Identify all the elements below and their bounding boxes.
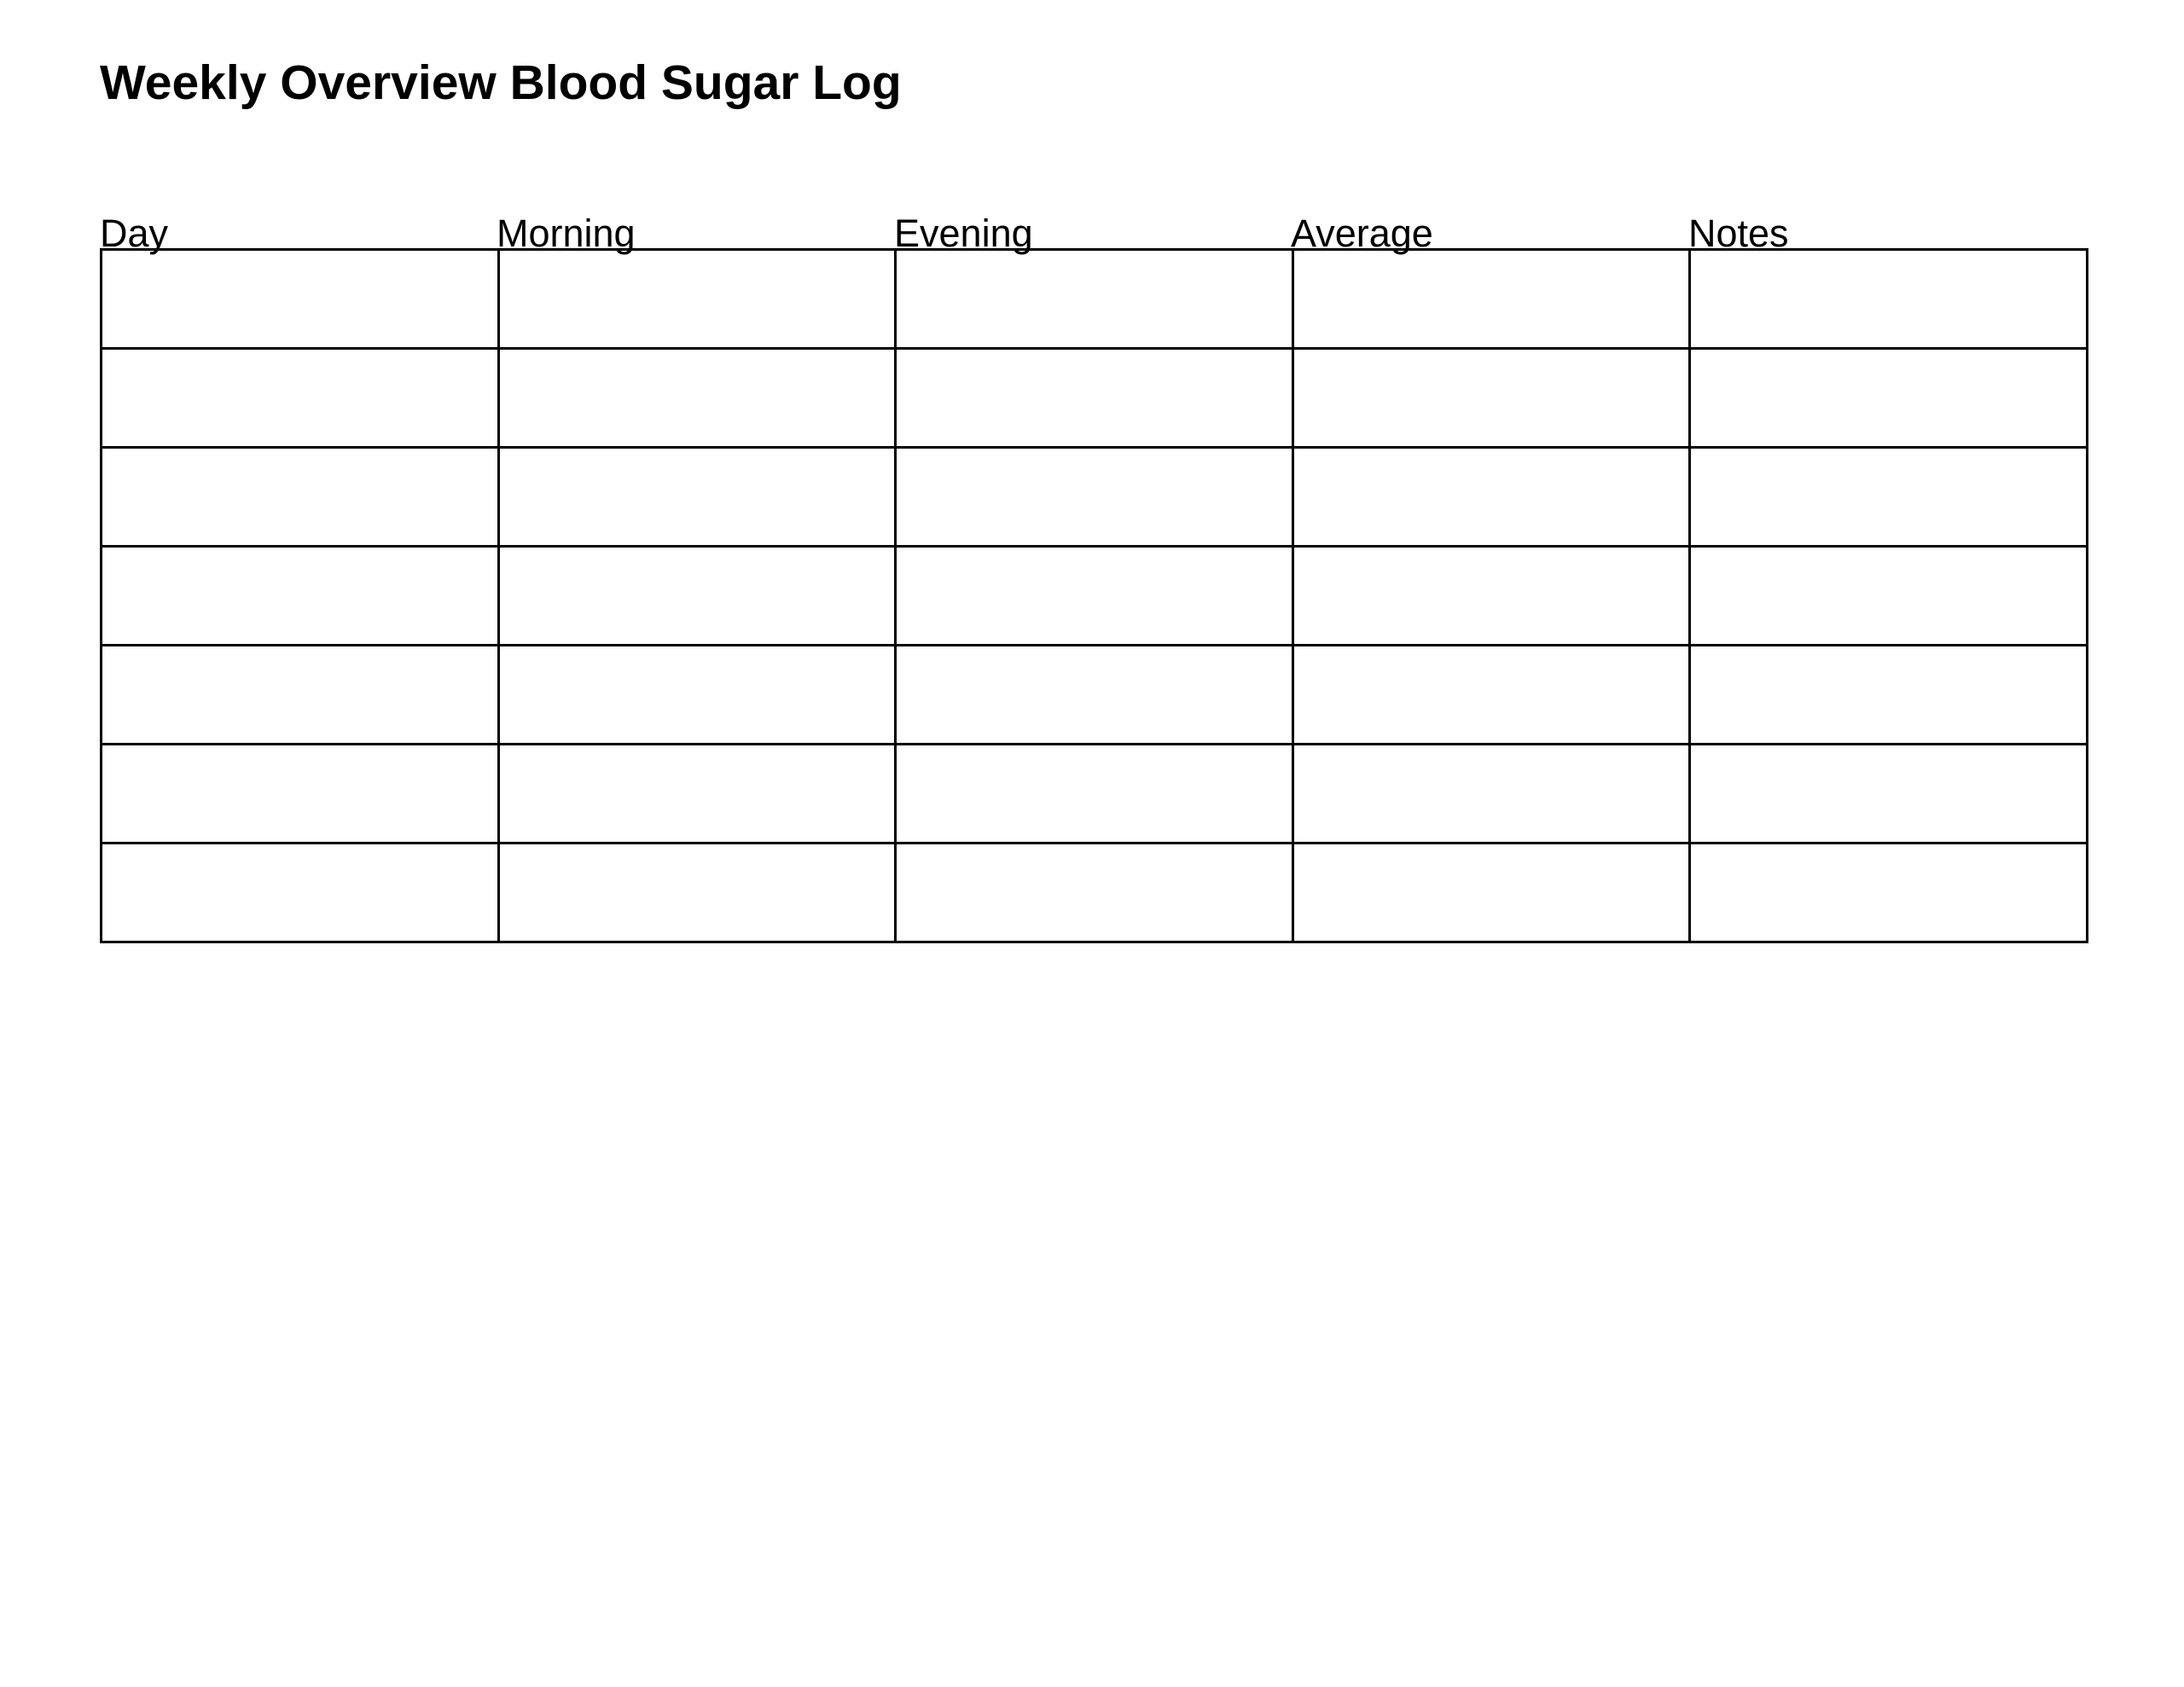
- table-row: [102, 547, 2088, 646]
- table-cell-evening[interactable]: [896, 349, 1293, 448]
- page-title: Weekly Overview Blood Sugar Log: [100, 55, 902, 110]
- table-cell-notes[interactable]: [1690, 250, 2088, 349]
- table-cell-notes[interactable]: [1690, 646, 2088, 745]
- column-header-average: Average: [1291, 212, 1433, 255]
- table-cell-morning[interactable]: [498, 448, 896, 547]
- table-cell-day[interactable]: [102, 745, 499, 844]
- table-cell-morning[interactable]: [498, 745, 896, 844]
- table-cell-notes[interactable]: [1690, 448, 2088, 547]
- table-cell-evening[interactable]: [896, 646, 1293, 745]
- table-cell-day[interactable]: [102, 547, 499, 646]
- column-header-morning: Morning: [497, 212, 636, 255]
- table-cell-day[interactable]: [102, 349, 499, 448]
- table-cell-day[interactable]: [102, 448, 499, 547]
- table-row: [102, 646, 2088, 745]
- table-cell-day[interactable]: [102, 646, 499, 745]
- table-row: [102, 349, 2088, 448]
- table-row: [102, 448, 2088, 547]
- table-cell-morning[interactable]: [498, 349, 896, 448]
- table-row: [102, 844, 2088, 942]
- table-cell-average[interactable]: [1292, 448, 1690, 547]
- table-cell-average[interactable]: [1292, 547, 1690, 646]
- table-cell-evening[interactable]: [896, 250, 1293, 349]
- column-header-day: Day: [100, 212, 169, 255]
- table-cell-notes[interactable]: [1690, 844, 2088, 942]
- table-cell-average[interactable]: [1292, 844, 1690, 942]
- table-cell-average[interactable]: [1292, 250, 1690, 349]
- table-cell-morning[interactable]: [498, 250, 896, 349]
- table-cell-morning[interactable]: [498, 646, 896, 745]
- column-header-notes: Notes: [1688, 212, 1789, 255]
- table-cell-morning[interactable]: [498, 547, 896, 646]
- table-cell-evening[interactable]: [896, 547, 1293, 646]
- table-cell-notes[interactable]: [1690, 745, 2088, 844]
- table-cell-notes[interactable]: [1690, 349, 2088, 448]
- table-row: [102, 745, 2088, 844]
- table-cell-evening[interactable]: [896, 844, 1293, 942]
- table-cell-evening[interactable]: [896, 745, 1293, 844]
- table-cell-morning[interactable]: [498, 844, 896, 942]
- column-header-evening: Evening: [894, 212, 1033, 255]
- table-row: [102, 250, 2088, 349]
- table-cell-day[interactable]: [102, 844, 499, 942]
- table-cell-average[interactable]: [1292, 349, 1690, 448]
- blood-sugar-log-table: [100, 248, 2088, 943]
- table-cell-average[interactable]: [1292, 646, 1690, 745]
- table-cell-day[interactable]: [102, 250, 499, 349]
- table-cell-notes[interactable]: [1690, 547, 2088, 646]
- table-cell-average[interactable]: [1292, 745, 1690, 844]
- table-cell-evening[interactable]: [896, 448, 1293, 547]
